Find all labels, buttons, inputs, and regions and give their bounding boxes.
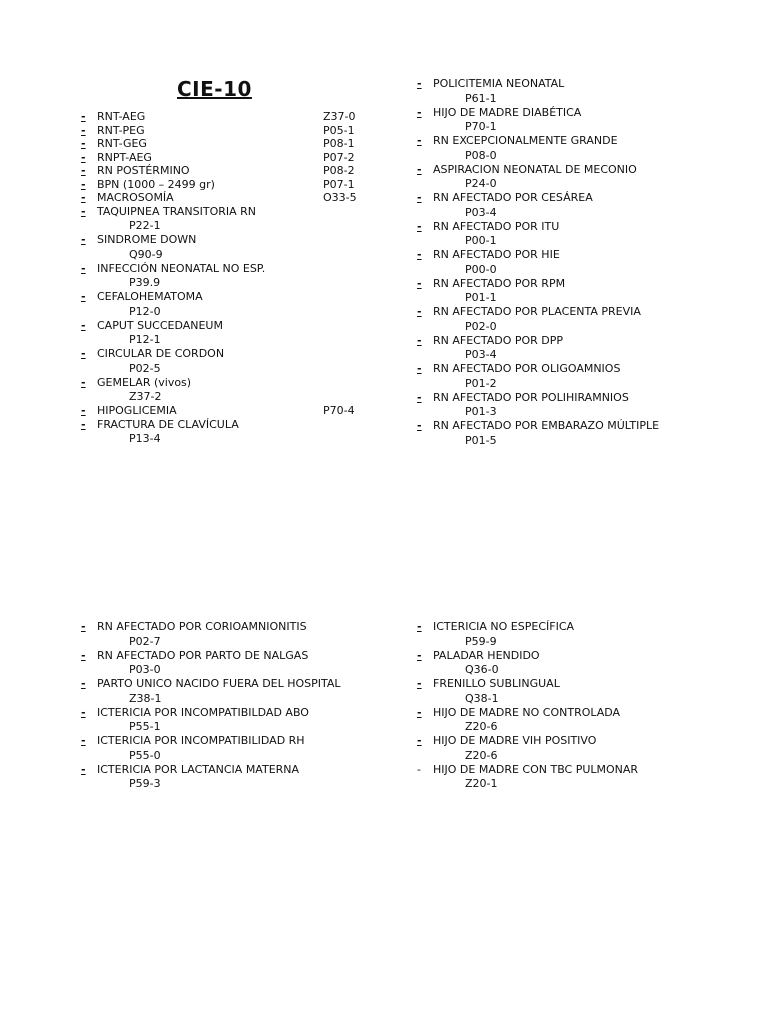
list-item bbox=[81, 347, 381, 376]
bullet-dash: - bbox=[417, 105, 422, 119]
item-row bbox=[417, 106, 747, 120]
diagnosis-code: P55-1 bbox=[129, 720, 161, 733]
right-bottom-list bbox=[417, 620, 747, 791]
diagnosis-code: P05-1 bbox=[323, 123, 355, 137]
diagnosis-label: ICTERICIA POR INCOMPATIBILDAD ABO bbox=[97, 705, 309, 719]
diagnosis-code: O33-5 bbox=[323, 191, 357, 204]
page-title: CIE-10 bbox=[177, 77, 252, 101]
diagnosis-label: RN AFECTADO POR HIE bbox=[433, 248, 560, 261]
diagnosis-code: P12-1 bbox=[129, 333, 161, 346]
diagnosis-label: ICTERICIA POR INCOMPATIBILIDAD RH bbox=[97, 734, 305, 747]
diagnosis-label: RN AFECTADO POR PLACENTA PREVIA bbox=[433, 305, 641, 318]
bullet-dash: - bbox=[81, 123, 86, 137]
diagnosis-label: FRACTURA DE CLAVÍCULA bbox=[97, 417, 239, 431]
diagnosis-code: P59-3 bbox=[129, 777, 161, 790]
diagnosis-label: GEMELAR (vivos) bbox=[97, 375, 192, 389]
diagnosis-label: RN EXCEPCIONALMENTE GRANDE bbox=[433, 134, 618, 147]
left-bottom-list bbox=[81, 620, 411, 791]
diagnosis-code: Z20-1 bbox=[465, 777, 498, 790]
list-item bbox=[417, 649, 747, 678]
left-top-list bbox=[81, 110, 381, 446]
list-item bbox=[81, 164, 381, 178]
diagnosis-label: HIJO DE MADRE CON TBC PULMONAR bbox=[433, 762, 639, 776]
bullet-dash: - bbox=[81, 318, 86, 332]
item-row bbox=[81, 110, 381, 124]
item-row bbox=[81, 319, 381, 333]
item-row bbox=[417, 620, 747, 634]
item-row bbox=[417, 220, 747, 234]
list-item bbox=[81, 137, 381, 151]
diagnosis-code: P03-4 bbox=[465, 205, 497, 219]
list-item bbox=[417, 734, 747, 763]
list-item bbox=[417, 706, 747, 735]
bullet-dash: - bbox=[81, 164, 86, 177]
bullet-dash: - bbox=[417, 620, 422, 633]
diagnosis-code: P24-0 bbox=[465, 177, 497, 190]
bullet-dash: - bbox=[417, 419, 422, 432]
bullet-dash: - bbox=[417, 362, 422, 375]
list-item bbox=[417, 677, 747, 706]
diagnosis-label: INFECCIÓN NEONATAL NO ESP. bbox=[97, 261, 266, 275]
diagnosis-label: MACROSOMÍA bbox=[97, 191, 174, 204]
list-item bbox=[81, 649, 411, 678]
diagnosis-label: RNT-GEG bbox=[97, 137, 147, 150]
diagnosis-label: POLICITEMIA NEONATAL bbox=[433, 77, 565, 90]
list-item bbox=[417, 220, 747, 249]
list-item bbox=[417, 419, 747, 448]
diagnosis-label: RNPT-AEG bbox=[97, 150, 152, 164]
diagnosis-label: HIJO DE MADRE DIABÉTICA bbox=[433, 105, 582, 119]
bullet-dash: - bbox=[81, 705, 86, 719]
diagnosis-label: CIRCULAR DE CORDON bbox=[97, 347, 225, 360]
bullet-dash: - bbox=[417, 162, 422, 176]
diagnosis-label: RN AFECTADO POR OLIGOAMNIOS bbox=[433, 362, 621, 375]
item-row bbox=[81, 418, 381, 432]
diagnosis-code: P12-0 bbox=[129, 304, 161, 318]
bullet-dash: - bbox=[417, 219, 422, 233]
list-item bbox=[417, 305, 747, 334]
diagnosis-code: P02-0 bbox=[465, 319, 497, 333]
list-item bbox=[81, 124, 381, 138]
diagnosis-label: FRENILLO SUBLINGUAL bbox=[433, 677, 560, 690]
item-row bbox=[81, 137, 381, 151]
list-item bbox=[417, 163, 747, 192]
diagnosis-code: P39.9 bbox=[129, 276, 161, 289]
list-item bbox=[81, 376, 381, 405]
item-row bbox=[417, 677, 747, 691]
diagnosis-label: RNT-PEG bbox=[97, 123, 145, 137]
bullet-dash: - bbox=[417, 333, 422, 347]
diagnosis-label: ASPIRACION NEONATAL DE MECONIO bbox=[433, 162, 637, 176]
list-item bbox=[81, 404, 381, 418]
list-item bbox=[417, 620, 747, 649]
list-item bbox=[81, 677, 411, 706]
list-item bbox=[81, 191, 381, 205]
item-row bbox=[417, 391, 747, 405]
bullet-dash: - bbox=[417, 762, 421, 776]
diagnosis-code: P01-3 bbox=[465, 405, 497, 418]
diagnosis-code: P22-1 bbox=[129, 219, 161, 232]
item-row bbox=[417, 763, 747, 777]
list-item bbox=[81, 290, 381, 319]
diagnosis-label: ICTERICIA NO ESPECÍFICA bbox=[433, 620, 575, 633]
diagnosis-code: P08-0 bbox=[465, 148, 497, 162]
bullet-dash: - bbox=[81, 762, 86, 776]
bullet-dash: - bbox=[81, 137, 86, 150]
item-row bbox=[81, 376, 381, 390]
diagnosis-code: P13-4 bbox=[129, 432, 161, 445]
item-row bbox=[417, 362, 747, 376]
bullet-dash: - bbox=[417, 191, 422, 204]
diagnosis-label: PALADAR HENDIDO bbox=[433, 648, 540, 662]
diagnosis-code: Q90-9 bbox=[129, 247, 163, 261]
diagnosis-label: ICTERICIA POR LACTANCIA MATERNA bbox=[97, 762, 300, 776]
bullet-dash: - bbox=[417, 77, 422, 90]
diagnosis-code: P08-1 bbox=[323, 137, 355, 150]
list-item bbox=[81, 178, 381, 192]
list-item bbox=[417, 362, 747, 391]
list-item bbox=[81, 706, 411, 735]
bullet-dash: - bbox=[417, 134, 422, 147]
diagnosis-label: RN AFECTADO POR EMBARAZO MÚLTIPLE bbox=[433, 419, 660, 432]
item-row bbox=[81, 290, 381, 304]
bullet-dash: - bbox=[417, 734, 422, 747]
item-row bbox=[81, 404, 381, 418]
item-row bbox=[81, 164, 381, 178]
diagnosis-label: BPN (1000 – 2499 gr) bbox=[97, 177, 215, 191]
diagnosis-label: RNT-AEG bbox=[97, 110, 146, 123]
item-row bbox=[81, 205, 381, 219]
list-item bbox=[81, 151, 381, 165]
diagnosis-code: P00-0 bbox=[465, 262, 497, 276]
list-item bbox=[81, 620, 411, 649]
item-row bbox=[81, 178, 381, 192]
list-item bbox=[81, 763, 411, 792]
bullet-dash: - bbox=[81, 734, 86, 747]
bullet-dash: - bbox=[81, 150, 86, 164]
diagnosis-code: P59-9 bbox=[465, 634, 497, 648]
bullet-dash: - bbox=[81, 290, 86, 303]
bullet-dash: - bbox=[417, 248, 422, 261]
diagnosis-code: P02-7 bbox=[129, 634, 161, 648]
list-item bbox=[81, 418, 381, 447]
diagnosis-label: RN AFECTADO POR PARTO DE NALGAS bbox=[97, 648, 309, 662]
diagnosis-code: Z20-6 bbox=[465, 748, 498, 762]
diagnosis-code: P01-5 bbox=[465, 433, 497, 447]
bullet-dash: - bbox=[81, 648, 86, 662]
diagnosis-code: Q38-1 bbox=[465, 691, 499, 705]
diagnosis-label: TAQUIPNEA TRANSITORIA RN bbox=[97, 204, 257, 218]
list-item bbox=[417, 106, 747, 135]
diagnosis-label: HIJO DE MADRE NO CONTROLADA bbox=[433, 705, 621, 719]
list-item bbox=[81, 319, 381, 348]
diagnosis-code: P00-1 bbox=[465, 234, 497, 247]
list-item bbox=[417, 77, 747, 106]
item-row bbox=[417, 649, 747, 663]
bullet-dash: - bbox=[417, 648, 422, 662]
list-item bbox=[81, 734, 411, 763]
list-item bbox=[81, 110, 381, 124]
diagnosis-label: HIJO DE MADRE VIH POSITIVO bbox=[433, 734, 597, 747]
item-row bbox=[417, 134, 747, 148]
item-row bbox=[417, 734, 747, 748]
item-row bbox=[81, 734, 411, 748]
diagnosis-code: P55-0 bbox=[129, 748, 161, 762]
diagnosis-code: P70-4 bbox=[323, 404, 355, 417]
bullet-dash: - bbox=[417, 390, 422, 404]
diagnosis-code: Q36-0 bbox=[465, 663, 499, 676]
list-item bbox=[81, 262, 381, 291]
diagnosis-code: P61-1 bbox=[465, 91, 497, 105]
list-item bbox=[417, 248, 747, 277]
diagnosis-label: SINDROME DOWN bbox=[97, 233, 197, 246]
diagnosis-label: RN POSTÉRMINO bbox=[97, 164, 190, 177]
diagnosis-label: RN AFECTADO POR POLIHIRAMNIOS bbox=[433, 390, 629, 404]
item-row bbox=[81, 262, 381, 276]
item-row bbox=[417, 191, 747, 205]
item-row bbox=[417, 248, 747, 262]
diagnosis-label: PARTO UNICO NACIDO FUERA DEL HOSPITAL bbox=[97, 677, 341, 690]
item-row bbox=[81, 151, 381, 165]
bullet-dash: - bbox=[81, 233, 86, 246]
bullet-dash: - bbox=[417, 276, 422, 290]
diagnosis-label: RN AFECTADO POR DPP bbox=[433, 333, 564, 347]
diagnosis-label: CEFALOHEMATOMA bbox=[97, 290, 203, 303]
item-row bbox=[417, 334, 747, 348]
item-row bbox=[417, 163, 747, 177]
bullet-dash: - bbox=[81, 404, 86, 417]
diagnosis-label: RN AFECTADO POR CORIOAMNIONITIS bbox=[97, 620, 307, 633]
diagnosis-label: CAPUT SUCCEDANEUM bbox=[97, 318, 223, 332]
list-item bbox=[417, 334, 747, 363]
diagnosis-code: Z37-0 bbox=[323, 110, 356, 123]
diagnosis-code: P08-2 bbox=[323, 164, 355, 177]
diagnosis-code: P02-5 bbox=[129, 361, 161, 375]
diagnosis-label: HIPOGLICEMIA bbox=[97, 404, 177, 417]
diagnosis-code: Z37-2 bbox=[129, 390, 162, 403]
list-item bbox=[81, 233, 381, 262]
list-item bbox=[417, 134, 747, 163]
diagnosis-code: P01-1 bbox=[465, 291, 497, 304]
item-row bbox=[81, 347, 381, 361]
list-item bbox=[417, 391, 747, 420]
diagnosis-label: RN AFECTADO POR ITU bbox=[433, 219, 560, 233]
item-row bbox=[417, 419, 747, 433]
diagnosis-code: P03-4 bbox=[465, 348, 497, 361]
bullet-dash: - bbox=[81, 417, 86, 431]
item-row bbox=[81, 620, 411, 634]
diagnosis-code: P01-2 bbox=[465, 376, 497, 390]
bullet-dash: - bbox=[417, 305, 422, 318]
bullet-dash: - bbox=[81, 620, 86, 633]
item-row bbox=[81, 649, 411, 663]
bullet-dash: - bbox=[417, 677, 422, 690]
bullet-dash: - bbox=[81, 347, 86, 360]
bullet-dash: - bbox=[81, 177, 86, 191]
diagnosis-label: RN AFECTADO POR RPM bbox=[433, 276, 566, 290]
diagnosis-code: Z20-6 bbox=[465, 720, 498, 733]
item-row bbox=[81, 191, 381, 205]
bullet-dash: - bbox=[81, 204, 86, 218]
bullet-dash: - bbox=[81, 191, 86, 204]
item-row bbox=[417, 305, 747, 319]
right-top-list bbox=[417, 77, 747, 448]
item-row bbox=[81, 763, 411, 777]
list-item bbox=[81, 205, 381, 234]
item-row bbox=[81, 677, 411, 691]
bullet-dash: - bbox=[81, 110, 86, 123]
item-row bbox=[417, 277, 747, 291]
item-row bbox=[81, 706, 411, 720]
list-item bbox=[417, 763, 747, 792]
item-row bbox=[417, 77, 747, 91]
item-row bbox=[81, 124, 381, 138]
diagnosis-code: P70-1 bbox=[465, 120, 497, 133]
item-row bbox=[417, 706, 747, 720]
list-item bbox=[417, 191, 747, 220]
list-item bbox=[417, 277, 747, 306]
diagnosis-code: P03-0 bbox=[129, 663, 161, 676]
bullet-dash: - bbox=[81, 677, 86, 690]
diagnosis-code: P07-2 bbox=[323, 150, 355, 164]
bullet-dash: - bbox=[81, 261, 86, 275]
bullet-dash: - bbox=[81, 375, 86, 389]
item-row bbox=[81, 233, 381, 247]
diagnosis-label: RN AFECTADO POR CESÁREA bbox=[433, 191, 593, 204]
diagnosis-code: P07-1 bbox=[323, 177, 355, 191]
bullet-dash: - bbox=[417, 705, 422, 719]
diagnosis-code: Z38-1 bbox=[129, 691, 162, 705]
